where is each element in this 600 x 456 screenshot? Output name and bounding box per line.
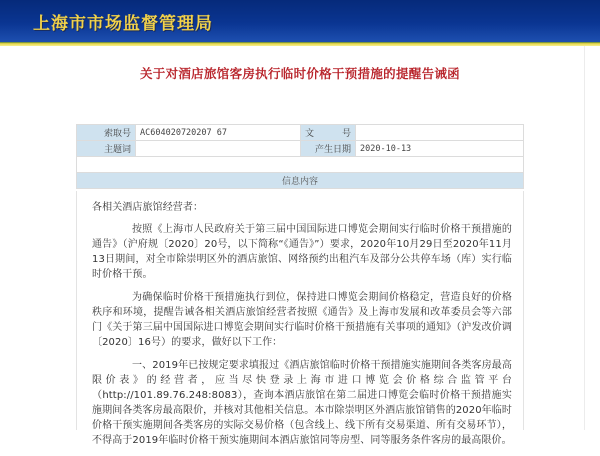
date-label: 产生日期 [301, 141, 356, 157]
meta-row-index [77, 125, 524, 141]
date-value: 2020-10-13 [356, 141, 524, 157]
subject-value [136, 141, 301, 157]
document-meta-table [76, 124, 524, 189]
body-paragraph-2: 为确保临时价格干预措施执行到位，保持进口博览会期间价格稳定，营造良好的价格秩序和环境，提醒告诫各相关酒店旅馆经营者按照《通告》及上海市发展和改革委员会等六部门《关于第三届中国国际进口博览会期间实行临时价格干预措施有关事项的通知》（沪发改价调〔2020〕16号）的要求，做好以下工作： [92, 292, 512, 348]
body-paragraph-3: 一、2019年已按规定要求填报过《酒店旅馆临时价格干预措施实施期间各类客房最高限价表》的经营者，应当尽快登录上海市进口博览会价格综合监管平台（http://101.89.76.248:8083），查询本酒店旅馆在第二届进口博览会临时价格干预措施实施期间各类客房最高限价，并核对其他相关信息。本市除崇明区外酒店旅馆销售的2020年临时价格干预实施期间各类客房的实际交易价格（包含线上、线下所有交易渠道、所有交易环节），不得高于2019年临时价格干预实施期间本酒店旅馆同等房型、同等服务条件客房的最高限价。 [92, 360, 512, 446]
document-title: 关于对酒店旅馆客房执行临时价格干预措施的提醒告诫函 [139, 66, 460, 81]
meta-row-subject [77, 141, 524, 157]
body-paragraph-1: 按照《上海市人民政府关于第三届中国国际进口博览会期间实行临时价格干预措施的通告》（沪府规〔2020〕20号，以下简称“《通告》”）要求，2020年10月29日至2020年11月13日期间，对全市除崇明区外的酒店旅馆、网络预约出租汽车及部分公共停车场（库）实行临时价格干预。 [92, 224, 512, 280]
meta-row-section [77, 173, 524, 189]
doc-no-label [301, 125, 356, 141]
page-frame-border [584, 46, 585, 430]
meta-row-blank [77, 157, 524, 173]
site-header-band [0, 0, 600, 42]
doc-no-value [356, 125, 524, 141]
doc-no-label-a: 文 [305, 129, 315, 139]
subject-label: 主题词 [77, 141, 136, 157]
document-body [92, 200, 512, 456]
doc-no-label-b: 号 [341, 129, 351, 139]
index-no-label: 索取号 [77, 125, 136, 141]
section-header-info-content: 信息内容 [77, 173, 524, 189]
header-stripe [0, 42, 600, 46]
site-name[interactable]: 上海市市场监督管理局 [33, 14, 213, 34]
index-no-value: AC604020720207 67 [136, 125, 301, 141]
salutation: 各相关酒店旅馆经营者： [92, 202, 204, 213]
blank-row [77, 157, 524, 173]
